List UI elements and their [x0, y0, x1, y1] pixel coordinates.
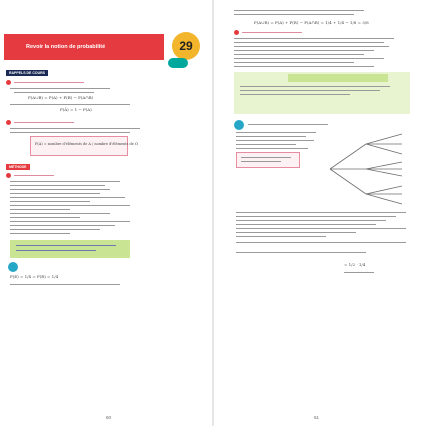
text-line: [248, 124, 328, 125]
text-line: [10, 189, 110, 190]
text-line: [236, 236, 326, 237]
text-line: [234, 50, 374, 51]
green-panel-heading: [288, 74, 388, 82]
left-page: [0, 0, 212, 426]
text-line: [10, 225, 115, 226]
text-line: [240, 86, 390, 87]
text-line: [236, 232, 356, 233]
section-heading-3: [6, 173, 13, 178]
banner-title: Revoir la notion de probabilité: [26, 44, 106, 50]
heading-text-line: [242, 32, 302, 33]
text-line: [234, 58, 384, 59]
text-line: [234, 42, 384, 43]
text-line: [236, 242, 406, 243]
chapter-banner: [4, 34, 164, 60]
rappels-tag: RAPPELS DE COURS: [6, 70, 48, 76]
heading-text-line: [14, 122, 74, 123]
heading-text-line: [14, 175, 54, 176]
formula-union: P(A∪B) = P(A) + P(B) − P(A∩B): [28, 95, 94, 100]
text-line: [10, 193, 100, 194]
text-line: [10, 197, 125, 198]
text-line: [234, 54, 364, 55]
formula-equiprobable: P(A) = nombre d'éléments de A / nombre d'éléments de Ω: [35, 142, 138, 146]
section-heading-2: [6, 120, 13, 125]
callout-text-line: [16, 245, 116, 246]
text-line: [234, 62, 354, 63]
text-line: [344, 272, 374, 273]
text-line: [14, 92, 94, 93]
chapter-number-badge: 29: [172, 32, 200, 60]
text-line: [240, 90, 380, 91]
text-line: [10, 284, 120, 285]
text-line: [234, 38, 394, 39]
method-tag: MÉTHODE: [6, 164, 30, 170]
text-line: [236, 144, 296, 145]
heading-text-line: [14, 82, 84, 83]
formula-probability: P(E) = 1/4 = P(R) = 1/4: [10, 274, 59, 279]
text-line: [10, 128, 140, 129]
text-line: [236, 224, 376, 225]
text-line: [236, 140, 314, 141]
section-heading-1: [6, 80, 13, 85]
text-line: [236, 148, 308, 149]
text-line: [236, 220, 386, 221]
text-line: [10, 229, 100, 230]
text-line: [236, 136, 306, 137]
formula-box: [30, 136, 138, 156]
callout-text-line: [16, 250, 96, 251]
right-page: [214, 0, 426, 426]
formula-top: P(A∪R) = P(A) + P(R) − P(A∩R) = 1/4 + 1/4 − 1/8 = 3/8: [254, 20, 369, 25]
text-line: [241, 161, 281, 162]
source-icon: [8, 262, 18, 272]
text-line: [10, 213, 110, 214]
source-icon: [234, 120, 244, 130]
text-line: [10, 88, 110, 89]
text-line: [236, 132, 316, 133]
text-line: [10, 104, 130, 105]
page-number-left: 60: [106, 415, 112, 420]
text-line: [236, 252, 366, 253]
sub-badge: [168, 58, 188, 68]
formula-complement: P(Ā) = 1 − P(A): [60, 107, 92, 112]
text-line: [234, 14, 354, 15]
text-line: [241, 157, 291, 158]
green-panel: [234, 72, 410, 114]
text-line: [236, 216, 396, 217]
formula-box: [236, 152, 300, 168]
probability-tree-figure: [326, 128, 410, 210]
text-line: [10, 132, 130, 133]
text-line: [10, 181, 120, 182]
text-line: [240, 94, 350, 95]
text-line: [10, 205, 130, 206]
text-line: [10, 185, 105, 186]
text-line: [10, 209, 70, 210]
green-callout: [10, 240, 130, 258]
text-line: [236, 212, 406, 213]
fraction-result: = 1/2 · 1/4: [344, 262, 366, 267]
text-line: [234, 66, 374, 67]
text-line: [10, 233, 70, 234]
text-line: [10, 201, 90, 202]
text-line: [236, 228, 406, 229]
text-line: [10, 221, 130, 222]
text-line: [10, 217, 80, 218]
page-number-right: 61: [314, 415, 320, 420]
text-line: [234, 46, 389, 47]
text-line: [234, 10, 364, 11]
section-heading: [234, 30, 241, 35]
